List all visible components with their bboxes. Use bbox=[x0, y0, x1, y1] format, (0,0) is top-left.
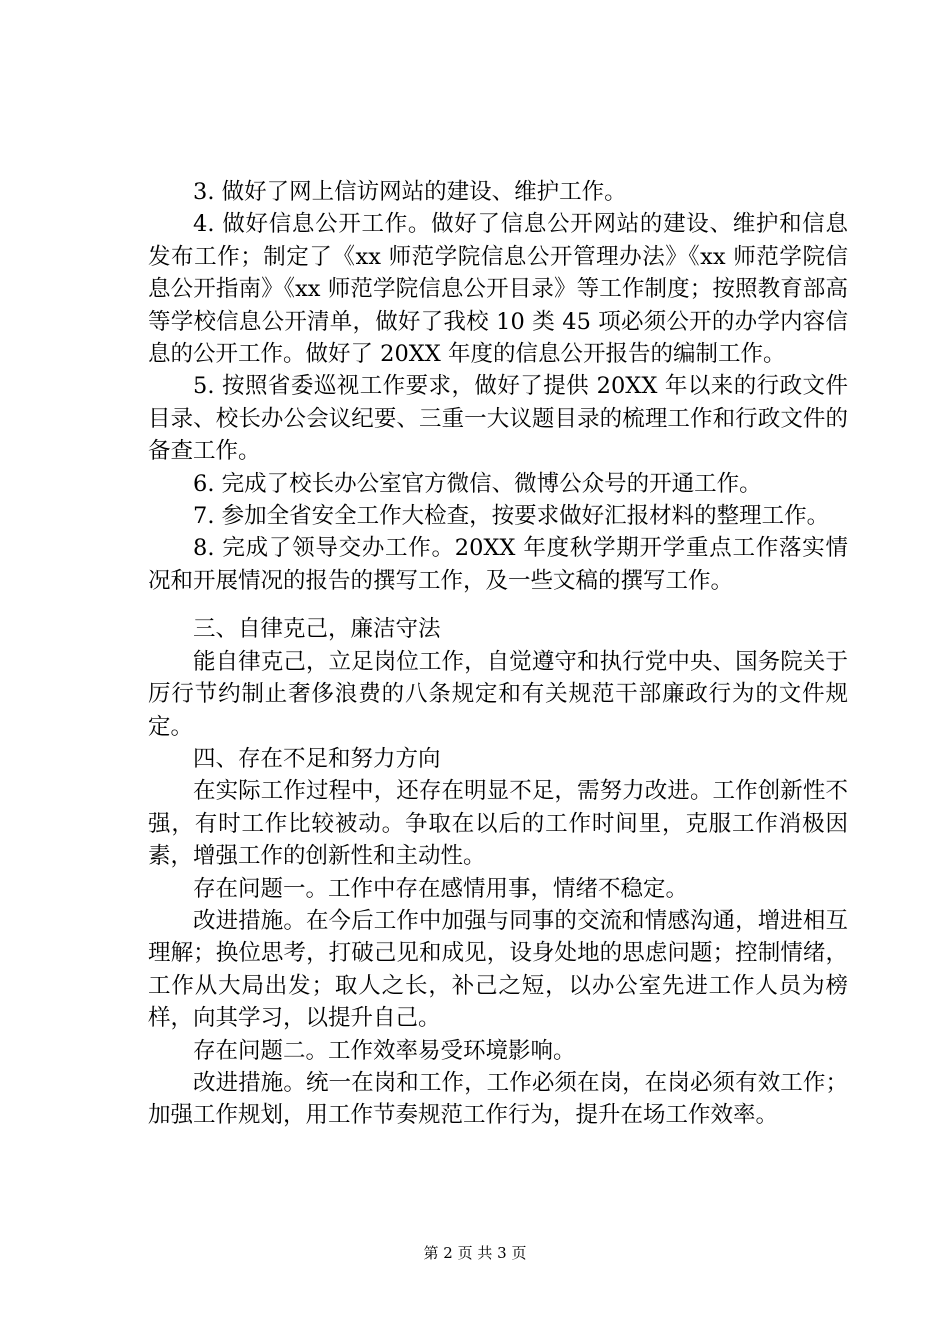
paragraph-measure-2: 改进措施。统一在岗和工作，工作必须在岗，在岗必须有效工作；加强工作规划，用工作节奏规范工作行为，提升在场工作效率。 bbox=[148, 1069, 848, 1129]
paragraph-item-7: 7. 参加全省安全工作大检查，按要求做好汇报材料的整理工作。 bbox=[193, 503, 830, 530]
paragraph-item-5: 5. 按照省委巡视工作要求，做好了提供 20XX 年以来的行政文件目录、校长办公会议纪要、三重一大议题目录的梳理工作和行政文件的备查工作。 bbox=[148, 373, 848, 465]
paragraph-measure-1: 改进措施。在今后工作中加强与同事的交流和情感沟通，增进相互理解；换位思考，打破己见和成见，设身处地的思虑问题；控制情绪，工作从大局出发；取人之长，补己之短，以办公室先进工作人员为榜样，向其学习，以提升自己。 bbox=[148, 907, 848, 1032]
paragraph-problem-2: 存在问题二。工作效率易受环境影响。 bbox=[193, 1037, 576, 1064]
paragraph-item-4: 4. 做好信息公开工作。做好了信息公开网站的建设、维护和信息发布工作；制定了《xx 师范学院信息公开管理办法》《xx 师范学院信息公开指南》《xx 师范学院信息公开目录》等工作制度；按照教育部高等学校信息公开清单，做好了我校 10 类 45 项必须公开的办学内容信息的公开工作。做好了 20XX 年度的信息公开报告的编制工作。 bbox=[148, 211, 848, 368]
section-heading-4: 四、存在不足和努力方向 bbox=[193, 745, 441, 772]
document-body bbox=[148, 176, 848, 1132]
paragraph-item-6: 6. 完成了校长办公室官方微信、微博公众号的开通工作。 bbox=[193, 470, 762, 497]
paragraph-problem-1: 存在问题一。工作中存在感情用事，情绪不稳定。 bbox=[193, 875, 689, 902]
page-number-footer: 第 2 页 共 3 页 bbox=[423, 1244, 527, 1262]
paragraph-item-3: 3. 做好了网上信访网站的建设、维护工作。 bbox=[193, 179, 627, 205]
paragraph-item-8: 8. 完成了领导交办工作。20XX 年度秋学期开学重点工作落实情况和开展情况的报告的撰写工作，及一些文稿的撰写工作。 bbox=[148, 535, 848, 594]
section-heading-3: 三、自律克己，廉洁守法 bbox=[193, 616, 441, 643]
paragraph-shortcomings: 在实际工作过程中，还存在明显不足，需努力改进。工作创新性不强，有时工作比较被动。争取在以后的工作时间里，克服工作消极因素，增强工作的创新性和主动性。 bbox=[148, 778, 848, 870]
paragraph-self-discipline: 能自律克己，立足岗位工作，自觉遵守和执行党中央、国务院关于厉行节约制止奢侈浪费的八条规定和有关规范干部廉政行为的文件规定。 bbox=[148, 648, 848, 740]
